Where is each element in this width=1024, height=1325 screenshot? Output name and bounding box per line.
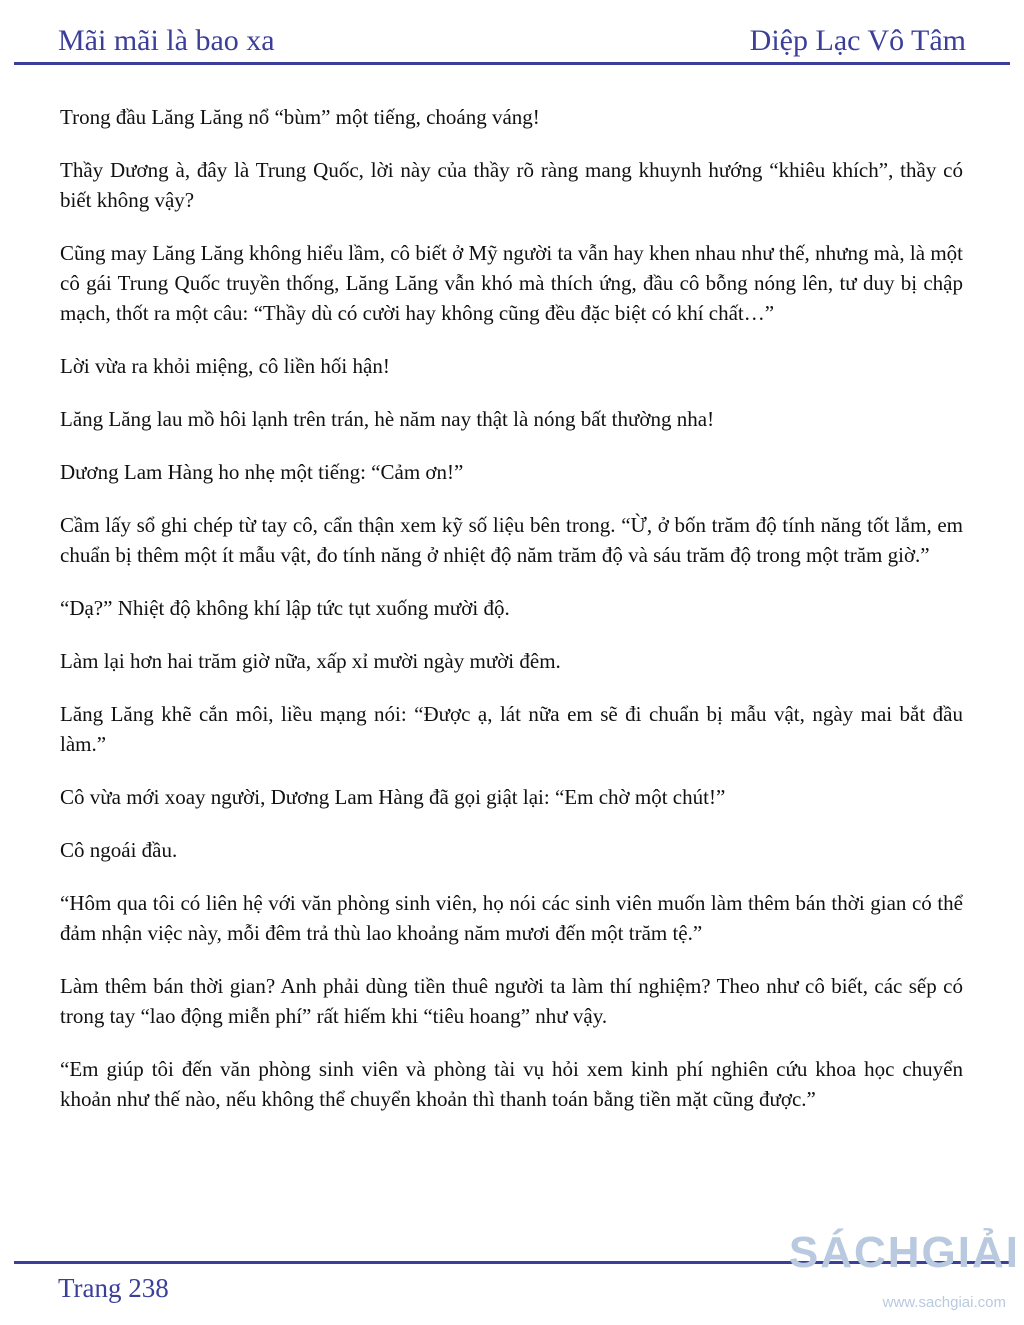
book-title: Mãi mãi là bao xa <box>58 24 275 57</box>
paragraph: Cầm lấy sổ ghi chép từ tay cô, cẩn thận xem kỹ số liệu bên trong. “Ừ, ở bốn trăm độ tính năng tốt lắm, em chuẩn bị thêm một ít mẫu vật, đo tính năng ở nhiệt độ năm trăm độ và sáu trăm độ trong một trăm giờ.” <box>60 513 963 567</box>
paragraph: “Em giúp tôi đến văn phòng sinh viên và phòng tài vụ hỏi xem kinh phí nghiên cứu khoa học chuyển khoản như thế nào, nếu không thể chuyển khoản thì thanh toán bằng tiền mặt cũng được.” <box>60 1057 963 1111</box>
watermark <box>788 1228 1020 1318</box>
paragraph: Thầy Dương à, đây là Trung Quốc, lời này của thầy rõ ràng mang khuynh hướng “khiêu khích”, thầy có biết không vậy? <box>60 158 963 212</box>
paragraph: Làm lại hơn hai trăm giờ nữa, xấp xỉ mười ngày mười đêm. <box>60 649 561 673</box>
author-name: Diệp Lạc Vô Tâm <box>749 24 966 57</box>
paragraph: Lời vừa ra khỏi miệng, cô liền hối hận! <box>60 354 390 378</box>
paragraph: Lăng Lăng khẽ cắn môi, liều mạng nói: “Được ạ, lát nữa em sẽ đi chuẩn bị mẫu vật, ngày mai bắt đầu làm.” <box>60 702 963 756</box>
watermark-url: www.sachgiai.com <box>882 1294 1006 1311</box>
paragraph: “Dạ?” Nhiệt độ không khí lập tức tụt xuống mười độ. <box>60 596 510 620</box>
paragraph: Dương Lam Hàng ho nhẹ một tiếng: “Cảm ơn!” <box>60 460 464 484</box>
page-body <box>60 102 963 1137</box>
paragraph: Cô ngoái đầu. <box>60 838 178 862</box>
paragraph: Lăng Lăng lau mồ hôi lạnh trên trán, hè năm nay thật là nóng bất thường nha! <box>60 407 715 431</box>
paragraph: Cũng may Lăng Lăng không hiểu lầm, cô biết ở Mỹ người ta vẫn hay khen nhau như thế, nhưng mà, là một cô gái Trung Quốc truyền thống, Lăng Lăng vẫn khó mà thích ứng, đầu cô bỗng nóng lên, tư duy bị chập mạch, thốt ra một câu: “Thầy dù có cười hay không cũng đều đặc biệt có khí chất…” <box>60 241 963 325</box>
paragraph: “Hôm qua tôi có liên hệ với văn phòng sinh viên, họ nói các sinh viên muốn làm thêm bán thời gian có thể đảm nhận việc này, mỗi đêm trả thù lao khoảng năm mươi đến một trăm tệ.” <box>60 891 963 945</box>
paragraph: Làm thêm bán thời gian? Anh phải dùng tiền thuê người ta làm thí nghiệm? Theo như cô biết, các sếp có trong tay “lao động miễn phí” rất hiếm khi “tiêu hoang” như vậy. <box>60 974 963 1028</box>
header-divider <box>14 62 1010 65</box>
watermark-logo: SÁCHGIẢI <box>788 1228 1020 1277</box>
paragraph: Cô vừa mới xoay người, Dương Lam Hàng đã gọi giật lại: “Em chờ một chút!” <box>60 785 726 809</box>
page-number: Trang 238 <box>58 1273 169 1303</box>
page-header <box>58 20 966 64</box>
paragraph: Trong đầu Lăng Lăng nổ “bùm” một tiếng, choáng váng! <box>60 105 540 129</box>
